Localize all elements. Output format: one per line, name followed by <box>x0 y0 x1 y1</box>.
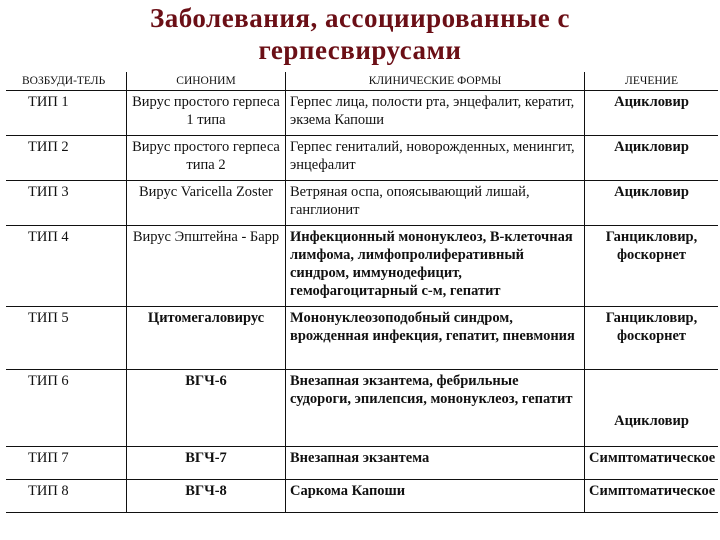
cell-type: ТИП 3 <box>28 184 69 200</box>
title-line-1: Заболевания, ассоциированные с <box>150 3 570 33</box>
cell-synonym: Вирус простого герпеса 1 типа <box>127 91 286 136</box>
cell-treatment: Ацикловир <box>585 91 719 136</box>
cell-treatment: Ганцикловир, фоскорнет <box>585 226 719 307</box>
cell-forms: Мононуклеозоподобный синдром, врожденная инфекция, гепатит, пневмония <box>286 307 585 370</box>
cell-type: ТИП 7 <box>28 450 69 466</box>
cell-type: ТИП 6 <box>28 373 69 389</box>
title-line-2: герпесвирусами <box>258 35 462 65</box>
table-row <box>6 447 718 480</box>
table-row <box>6 136 718 181</box>
cell-treatment: Симптоматическое <box>585 480 719 513</box>
cell-synonym: ВГЧ-8 <box>127 480 286 513</box>
table-row <box>6 480 718 513</box>
cell-treatment: Симптоматическое <box>585 447 719 480</box>
cell-type: ТИП 5 <box>28 310 69 326</box>
table-row <box>6 91 718 136</box>
cell-synonym: Вирус Эпштейна - Барр <box>127 226 286 307</box>
header-synonym: СИНОНИМ <box>127 72 286 91</box>
cell-treatment: Ацикловир <box>585 181 719 226</box>
cell-type: ТИП 4 <box>28 229 69 245</box>
header-agent: ВОЗБУДИ-ТЕЛЬ <box>22 75 106 87</box>
header-forms: КЛИНИЧЕСКИЕ ФОРМЫ <box>286 72 585 91</box>
cell-type: ТИП 2 <box>28 139 69 155</box>
cell-forms: Внезапная экзантема, фебрильные судороги, эпилепсия, мононуклеоз, гепатит <box>286 370 585 447</box>
cell-type: ТИП 1 <box>28 94 69 110</box>
table-row <box>6 370 718 447</box>
table-row <box>6 181 718 226</box>
cell-treatment: Ацикловир <box>585 370 719 447</box>
table-header-row <box>6 72 718 91</box>
table-row <box>6 226 718 307</box>
header-treatment: ЛЕЧЕНИЕ <box>585 72 719 91</box>
cell-treatment: Ганцикловир, фоскорнет <box>585 307 719 370</box>
cell-forms: Ветряная оспа, опоясывающий лишай, ганглионит <box>286 181 585 226</box>
cell-synonym: ВГЧ-6 <box>127 370 286 447</box>
cell-synonym: Цитомегаловирус <box>127 307 286 370</box>
cell-synonym: Вирус Varicella Zoster <box>127 181 286 226</box>
cell-forms: Инфекционный мононуклеоз, В-клеточная лимфома, лимфопролиферативный синдром, иммунодефицит, гемофагоцитарный с-м, гепатит <box>286 226 585 307</box>
cell-forms: Герпес гениталий, новорожденных, менингит, энцефалит <box>286 136 585 181</box>
cell-forms: Герпес лица, полости рта, энцефалит, кератит, экзема Капоши <box>286 91 585 136</box>
herpesvirus-table <box>6 72 718 513</box>
cell-forms: Саркома Капоши <box>286 480 585 513</box>
cell-type: ТИП 8 <box>28 483 69 499</box>
cell-synonym: Вирус простого герпеса типа 2 <box>127 136 286 181</box>
cell-forms: Внезапная экзантема <box>286 447 585 480</box>
page-title <box>0 2 720 66</box>
table-row <box>6 307 718 370</box>
cell-treatment: Ацикловир <box>585 136 719 181</box>
cell-synonym: ВГЧ-7 <box>127 447 286 480</box>
